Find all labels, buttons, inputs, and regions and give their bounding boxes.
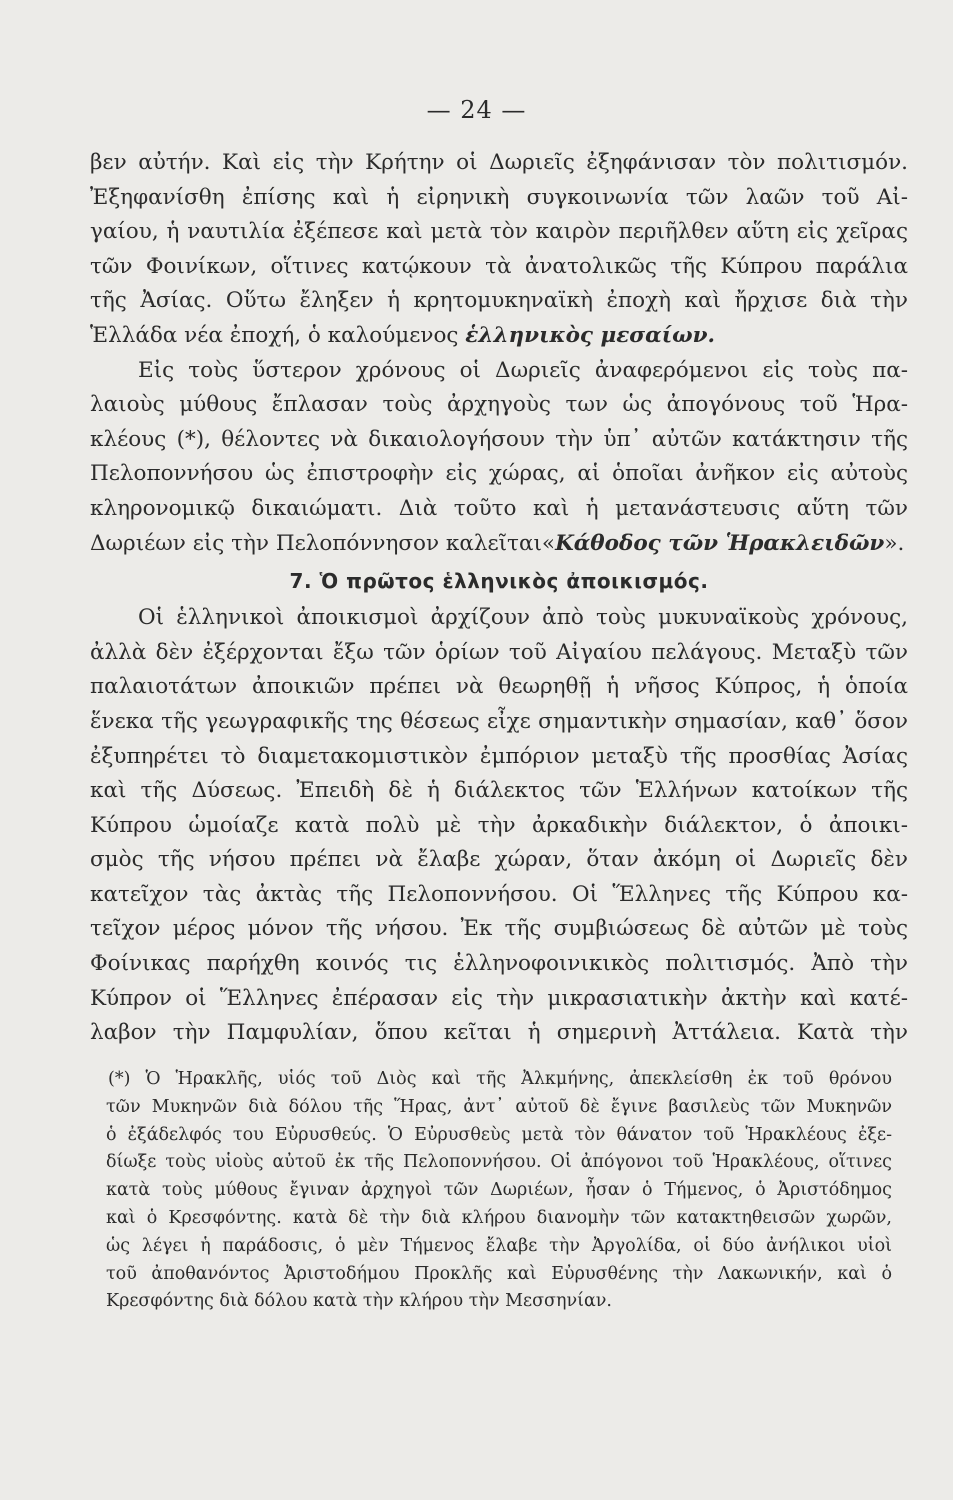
footnote-line: κατὰ τοὺς μύθους ἔγιναν ἀρχηγοὶ τῶν Δωριέων, ἦσαν ὁ Τήμενος, ὁ Ἀριστόδημος: [106, 1180, 892, 1201]
text-line: λαιοὺς μύθους ἔπλασαν τοὺς ἀρχηγοὺς των ὡς ἀπογόνους τοῦ Ἡρα-: [90, 392, 908, 418]
section-heading: 7. Ὁ πρῶτος ἑλληνικὸς ἀποικισμός.: [289, 569, 709, 594]
footnote-line: δίωξε τοὺς υἱοὺς αὐτοῦ ἐκ τῆς Πελοποννήσου. Οἱ ἀπόγονοι τοῦ Ἡρακλέους, οἵτινες: [106, 1152, 892, 1173]
text-line: τῶν Φοινίκων, οἵτινες κατῴκουν τὰ ἀνατολικῶς τῆς Κύπρου παράλια: [90, 253, 908, 279]
text-line: παλαιοτάτων ἀποικιῶν πρέπει νὰ θεωρηθῇ ἡ νῆσος Κύπρος, ἡ ὁποία: [90, 674, 908, 700]
text-line: τῆς Ἀσίας. Οὕτω ἔληξεν ἡ κρητομυκηναϊκὴ ἐποχὴ καὶ ἤρχισε διὰ τὴν: [90, 288, 908, 314]
text-line: κλέους (*), θέλοντες νὰ δικαιολογήσουν τὴν ὑπ᾽ αὐτῶν κατάκτησιν τῆς: [90, 426, 908, 452]
text-line: Κύπρον οἱ Ἕλληνες ἐπέρασαν εἰς τὴν μικρασιατικὴν ἀκτὴν καὶ κατέ-: [90, 985, 908, 1011]
emphasized-term: ἑλληνικὸς μεσαίων.: [465, 322, 715, 348]
text-line: γαίου, ἡ ναυτιλία ἐξέπεσε καὶ μετὰ τὸν καιρὸν περιῆλθεν αὕτη εἰς χεῖρας: [90, 219, 908, 245]
footnote-line: ὁ ἐξάδελφός του Εὐρυσθεύς. Ὁ Εὐρυσθεὺς μετὰ τὸν θάνατον τοῦ Ἡρακλέους ἐξε-: [106, 1124, 892, 1145]
text-line: σμὸς τῆς νήσου πρέπει νὰ ἔλαβε χώραν, ὅταν ἀκόμη οἱ Δωριεῖς δὲν: [90, 847, 908, 873]
text-run: Ἑλλάδα νέα ἐποχή, ὁ καλούμενος: [90, 322, 466, 348]
text-line: ἕνεκα τῆς γεωγραφικῆς της θέσεως εἶχε σημαντικὴν σημασίαν, καθ᾽ ὅσον: [90, 708, 908, 734]
emphasized-term: Κάθοδος τῶν Ἡρακλειδῶν: [555, 530, 885, 556]
text-line: Κύπρου ὡμοίαζε κατὰ πολὺ μὲ τὴν ἀρκαδικὴν διάλεκτον, ὁ ἀποικι-: [90, 812, 908, 838]
text-line: Πελοποννήσου ὡς ἐπιστροφὴν εἰς χώρας, αἱ ὁποῖαι ἀνῆκον εἰς αὐτοὺς: [90, 461, 908, 487]
footnote: [106, 1066, 892, 1316]
text-run: Δωριέων εἰς τὴν Πελοπόννησον καλεῖται«: [90, 530, 556, 556]
text-line: ἀλλὰ δὲν ἐξέρχονται ἔξω τῶν ὁρίων τοῦ Αἰγαίου πελάγους. Μεταξὺ τῶν: [90, 639, 908, 665]
text-line: κληρονομικῷ δικαιώματι. Διὰ τοῦτο καὶ ἡ μετανάστευσις αὕτη τῶν: [90, 495, 908, 521]
footnote-line: τοῦ ἀποθανόντος Ἀριστοδήμου Προκλῆς καὶ Εὐρυσθένης τὴν Λακωνικήν, καὶ ὁ: [106, 1263, 892, 1284]
text-line: κατεῖχον τὰς ἀκτὰς τῆς Πελοποννήσου. Οἱ Ἕλληνες τῆς Κύπρου κα-: [90, 881, 908, 907]
text-line: Οἱ ἑλληνικοὶ ἀποικισμοὶ ἀρχίζουν ἀπὸ τοὺς μυκυναϊκοὺς χρόνους,: [138, 605, 908, 631]
footnote-line: τῶν Μυκηνῶν διὰ δόλου τῆς Ἥρας, ἀντ᾽ αὐτοῦ δὲ ἔγινε βασιλεὺς τῶν Μυκηνῶν: [106, 1096, 892, 1117]
footnote-line: Κρεσφόντης διὰ δόλου κατὰ τὴν κλήρου τὴν Μεσσηνίαν.: [106, 1291, 612, 1312]
text-line: λαβον τὴν Παμφυλίαν, ὅπου κεῖται ἡ σημερινὴ Ἀττάλεια. Κατὰ τὴν: [90, 1020, 908, 1046]
footnote-line: καὶ ὁ Κρεσφόντης. κατὰ δὲ τὴν διὰ κλήρου διανομὴν τῶν κατακτηθεισῶν χωρῶν,: [106, 1207, 892, 1228]
text-line: βεν αὐτήν. Καὶ εἰς τὴν Κρήτην οἱ Δωριεῖς ἐξηφάνισαν τὸν πολιτισμόν.: [90, 150, 908, 175]
text-line: τεῖχον μέρος μόνον τῆς νήσου. Ἐκ τῆς συμβιώσεως δὲ αὐτῶν μὲ τοὺς: [90, 916, 908, 942]
text-line: Ἐξηφανίσθη ἐπίσης καὶ ἡ εἰρηνικὴ συγκοινωνία τῶν λαῶν τοῦ Αἰ-: [90, 184, 908, 210]
page-number: — 24 —: [426, 96, 527, 124]
footnote-line: (*) Ὁ Ἡρακλῆς, υἱός τοῦ Διὸς καὶ τῆς Ἀλκμήνης, ἀπεκλείσθη ἐκ τοῦ θρόνου: [108, 1069, 892, 1089]
text-line: ἐξυπηρέτει τὸ διαμετακομιστικὸν ἐμπόριον μεταξὺ τῆς προσθίας Ἀσίας: [90, 743, 908, 769]
footnote-line: ὡς λέγει ἡ παράδοσις, ὁ μὲν Τήμενος ἔλαβε τὴν Ἀργολίδα, οἱ δύο ἀνήλικοι υἱοὶ: [106, 1235, 892, 1256]
text-line: [90, 319, 908, 354]
text-run: ».: [884, 530, 905, 556]
main-text: [90, 146, 908, 1051]
text-line: Φοίνικας παρήχθη κοινός τις ἑλληνοφοινικικὸς πολιτισμός. Ἀπὸ τὴν: [90, 951, 908, 977]
text-line: καὶ τῆς Δύσεως. Ἐπειδὴ δὲ ἡ διάλεκτος τῶν Ἑλλήνων κατοίκων τῆς: [90, 778, 908, 804]
text-line: [90, 527, 908, 562]
text-line: Εἰς τοὺς ὕστερον χρόνους οἱ Δωριεῖς ἀναφερόμενοι εἰς τοὺς πα-: [138, 357, 908, 383]
